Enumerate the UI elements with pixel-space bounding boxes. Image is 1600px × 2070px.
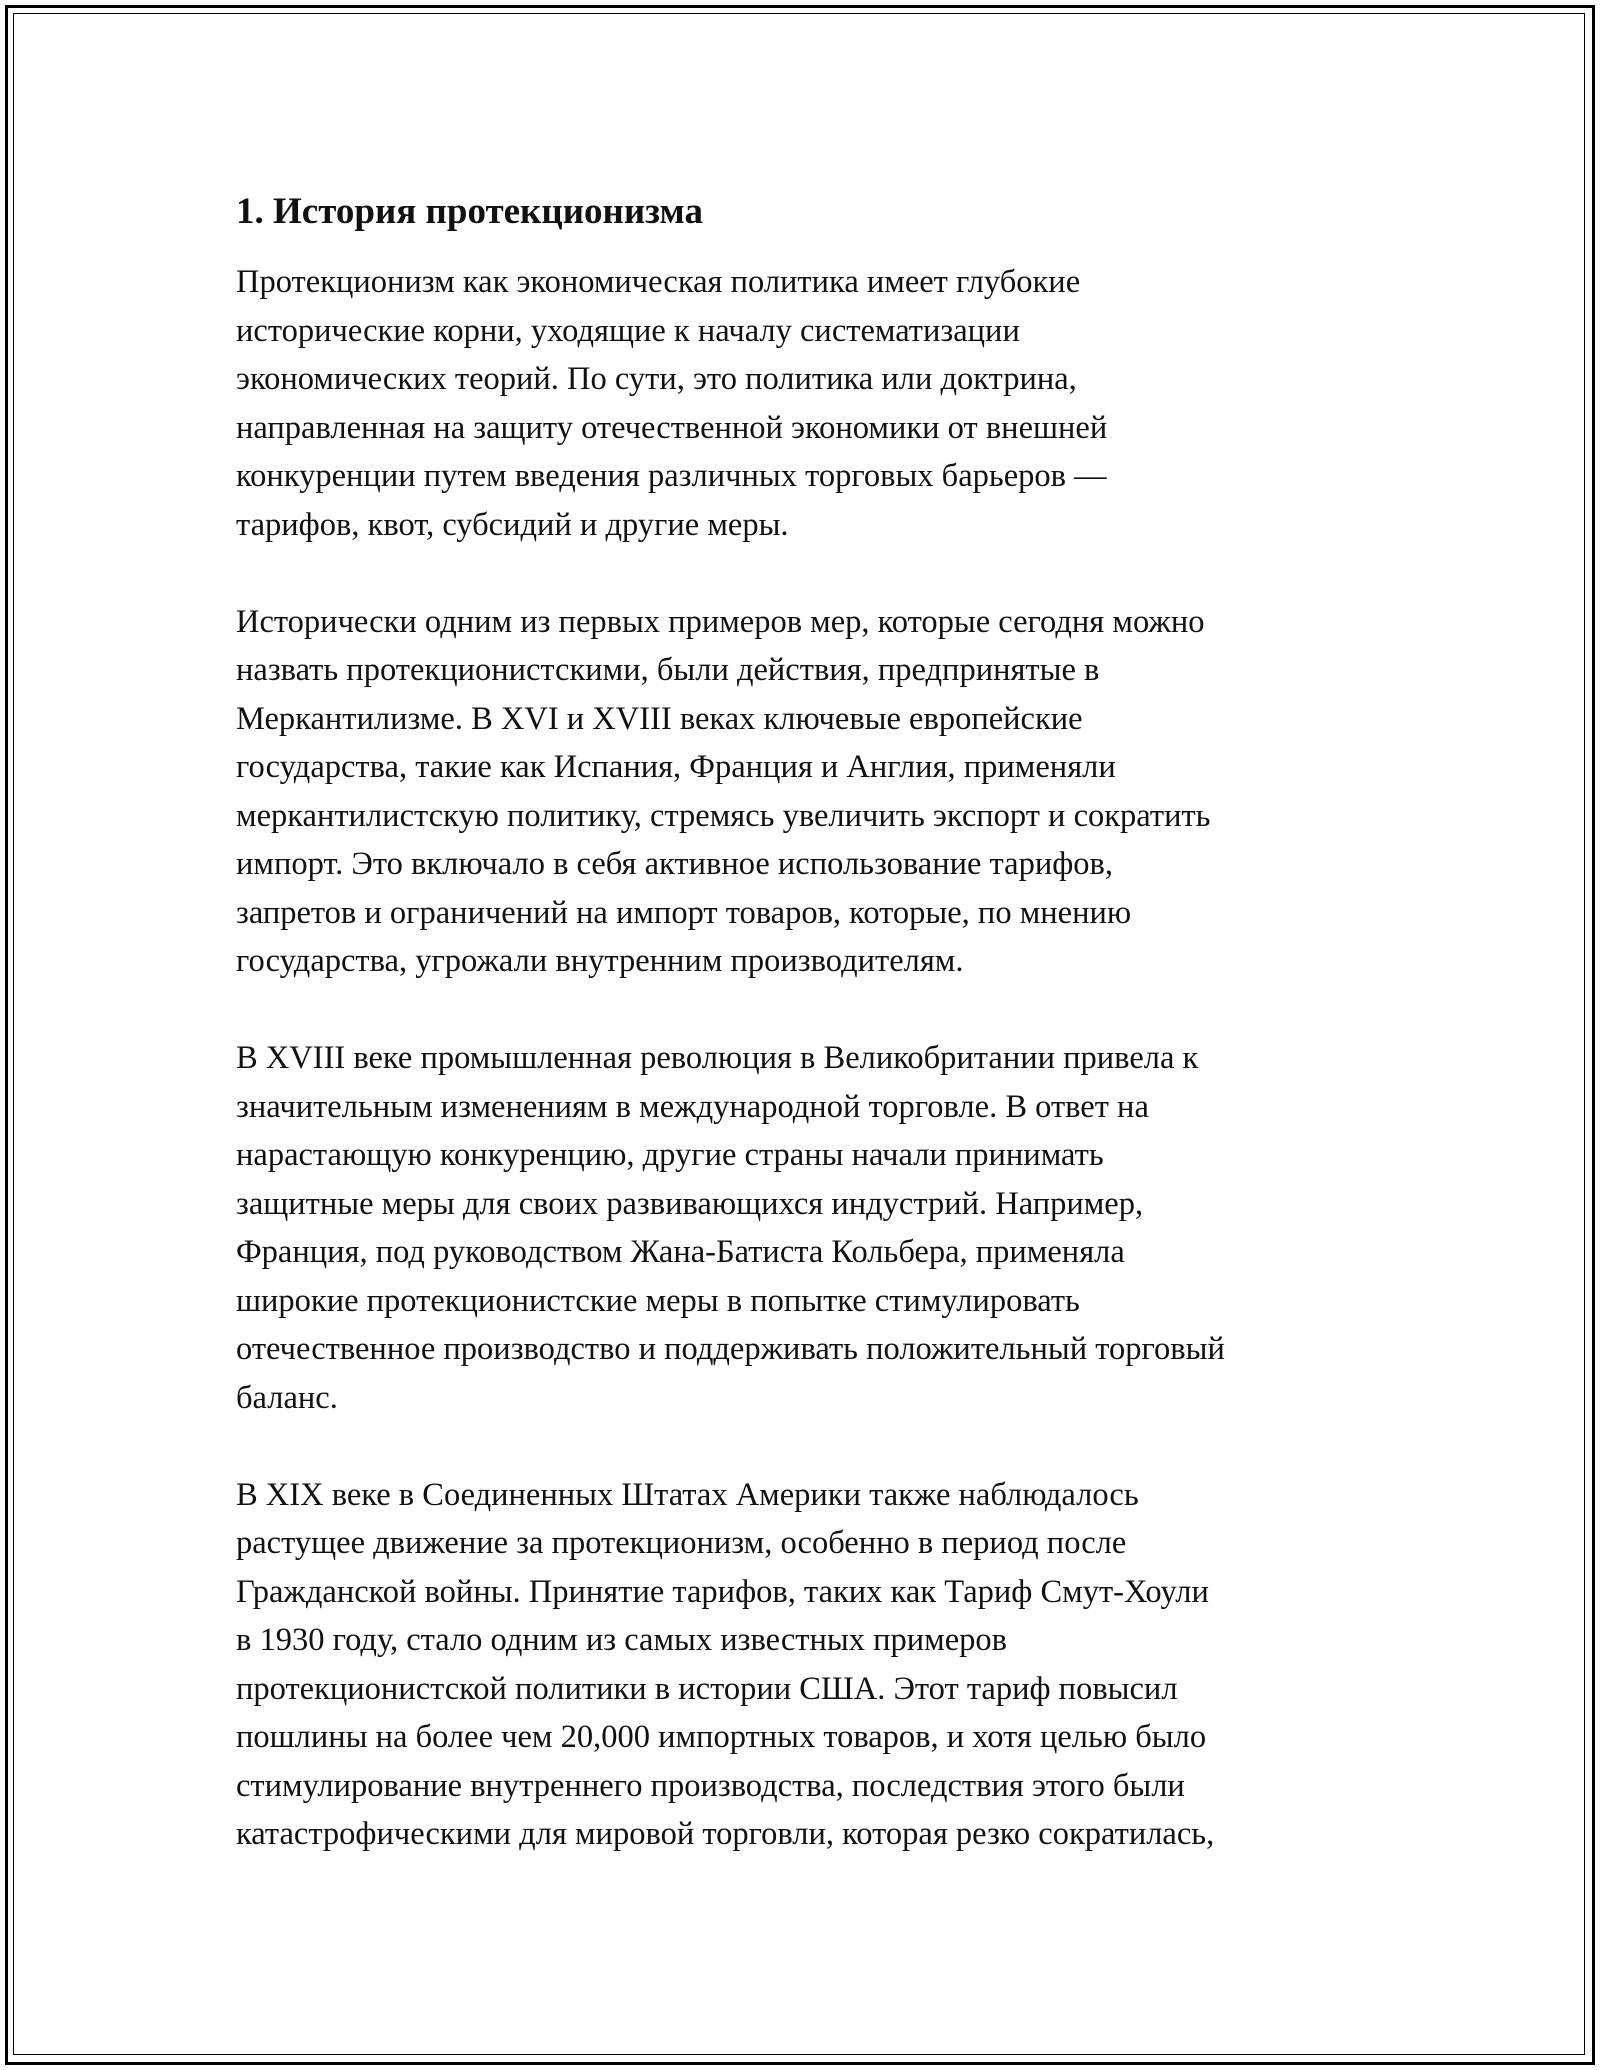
text-line: отечественное производство и поддерживать положительный торговый (236, 1331, 1225, 1367)
text-line: государства, угрожали внутренним производителям. (236, 943, 964, 979)
text-line: В XIX веке в Соединенных Штатах Америки также наблюдалось (236, 1476, 1139, 1513)
section-heading: 1. История протекционизма (236, 191, 703, 232)
document-body (236, 188, 1376, 1859)
text-line: меркантилистскую политику, стремясь увеличить экспорт и сократить (236, 797, 1211, 834)
paragraph-3 (236, 1034, 1376, 1422)
text-line: назвать протекционистскими, были действия, предпринятые в (236, 652, 1100, 688)
text-line: нарастающую конкуренцию, другие страны начали принимать (236, 1137, 1104, 1173)
text-line: протекционистской политики в истории США. Этот тариф повысил (236, 1670, 1178, 1707)
text-line: Протекционизм как экономическая политика имеет глубокие (236, 264, 1081, 300)
text-line: баланс. (236, 1379, 338, 1416)
text-line: в 1930 году, стало одним из самых известных примеров (236, 1622, 1007, 1658)
text-line: значительным изменениям в международной торговле. В ответ на (236, 1088, 1149, 1125)
paragraph-4 (236, 1471, 1376, 1859)
text-line: запретов и ограничений на импорт товаров, которые, по мнению (236, 894, 1132, 931)
text-line: Исторически одним из первых примеров мер, которые сегодня можно (236, 603, 1205, 640)
text-line: В XVIII веке промышленная революция в Великобритании привела к (236, 1040, 1199, 1076)
text-line: Франция, под руководством Жана-Батиста Кольбера, применяла (236, 1234, 1125, 1270)
text-line: экономических теорий. По сути, это политика или доктрина, (236, 361, 1077, 397)
paragraph-2 (236, 598, 1376, 986)
text-line: Гражданской войны. Принятие тарифов, таких как Тариф Смут-Хоули (236, 1573, 1209, 1610)
text-line: конкуренции путем введения различных торговых барьеров — (236, 458, 1107, 494)
text-line: исторические корни, уходящие к началу систематизации (236, 312, 1020, 349)
text-line: направленная на защиту отечественной экономики от внешней (236, 409, 1108, 446)
text-line: государства, такие как Испания, Франция и Англия, применяли (236, 749, 1116, 785)
text-line: катастрофическими для мировой торговли, которая резко сократилась, (236, 1816, 1215, 1852)
text-line: защитные меры для своих развивающихся индустрий. Например, (236, 1185, 1144, 1222)
text-line: стимулирование внутреннего производства, последствия этого были (236, 1767, 1185, 1804)
text-line: растущее движение за протекционизм, особенно в период после (236, 1525, 1127, 1561)
text-line: пошлины на более чем 20,000 импортных товаров, и хотя целью было (236, 1719, 1207, 1755)
text-line: импорт. Это включало в себя активное использование тарифов, (236, 846, 1114, 882)
text-line: Меркантилизме. В XVI и XVIII веках ключевые европейские (236, 700, 1083, 737)
text-line: тарифов, квот, субсидий и другие меры. (236, 506, 789, 543)
paragraph-1 (236, 258, 1376, 549)
text-line: широкие протекционистские меры в попытке стимулировать (236, 1282, 1080, 1319)
